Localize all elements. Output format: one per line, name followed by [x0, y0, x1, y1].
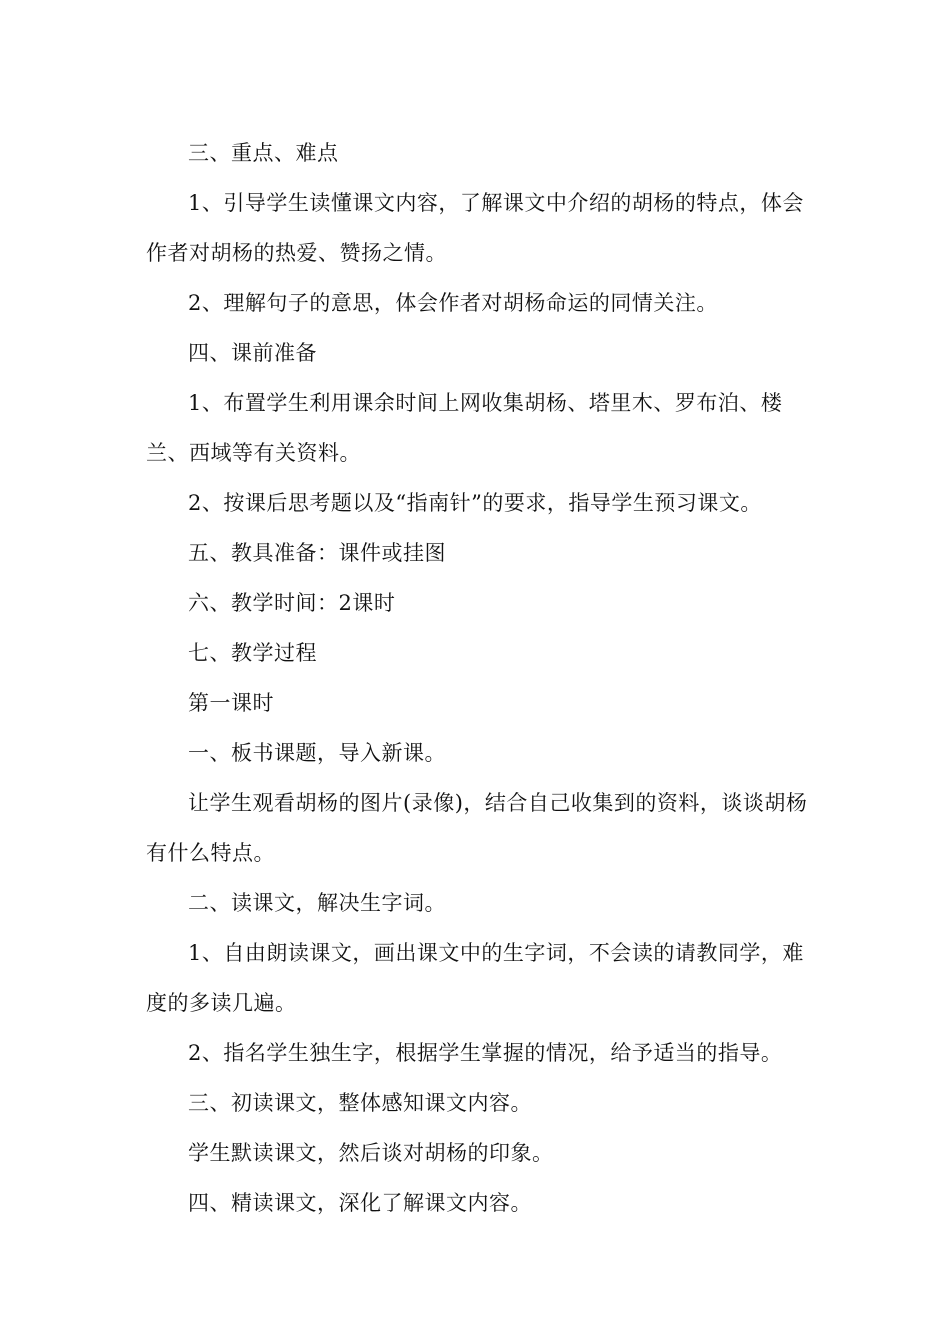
step-heading-1: 一、板书课题，导入新课。 [188, 741, 446, 765]
paragraph-step-3: 学生默读课文，然后谈对胡杨的印象。 [188, 1141, 554, 1165]
heading-teaching-process: 七、教学过程 [188, 641, 317, 665]
paragraph-key-point-1: 1、引导学生读懂课文内容，了解课文中介绍的胡杨的特点，体会作者对胡杨的热爱、赞扬之情。 [146, 191, 804, 265]
step-heading-2: 二、读课文，解决生字词。 [188, 891, 446, 915]
step-heading-4: 四、精读课文，深化了解课文内容。 [188, 1191, 532, 1215]
heading-first-lesson: 第一课时 [188, 691, 274, 715]
heading-teaching-aids: 五、教具准备：课件或挂图 [188, 541, 446, 565]
step-heading-3: 三、初读课文，整体感知课文内容。 [188, 1091, 532, 1115]
paragraph-step-2-item-1: 1、自由朗读课文，画出课文中的生字词，不会读的请教同学，难度的多读几遍。 [146, 941, 804, 1015]
heading-preparation: 四、课前准备 [188, 341, 317, 365]
paragraph-preparation-2: 2、按课后思考题以及“指南针”的要求，指导学生预习课文。 [188, 491, 762, 515]
heading-teaching-time: 六、教学时间：2课时 [188, 591, 396, 615]
heading-key-points: 三、重点、难点 [188, 141, 339, 165]
document-body [146, 128, 810, 1228]
paragraph-step-1: 让学生观看胡杨的图片(录像)，结合自己收集到的资料，谈谈胡杨有什么特点。 [146, 791, 808, 865]
paragraph-preparation-1: 1、布置学生利用课余时间上网收集胡杨、塔里木、罗布泊、楼兰、西域等有关资料。 [146, 391, 783, 465]
paragraph-step-2-item-2: 2、指名学生独生字，根据学生掌握的情况，给予适当的指导。 [188, 1041, 783, 1065]
paragraph-key-point-2: 2、理解句子的意思，体会作者对胡杨命运的同情关注。 [188, 291, 718, 315]
